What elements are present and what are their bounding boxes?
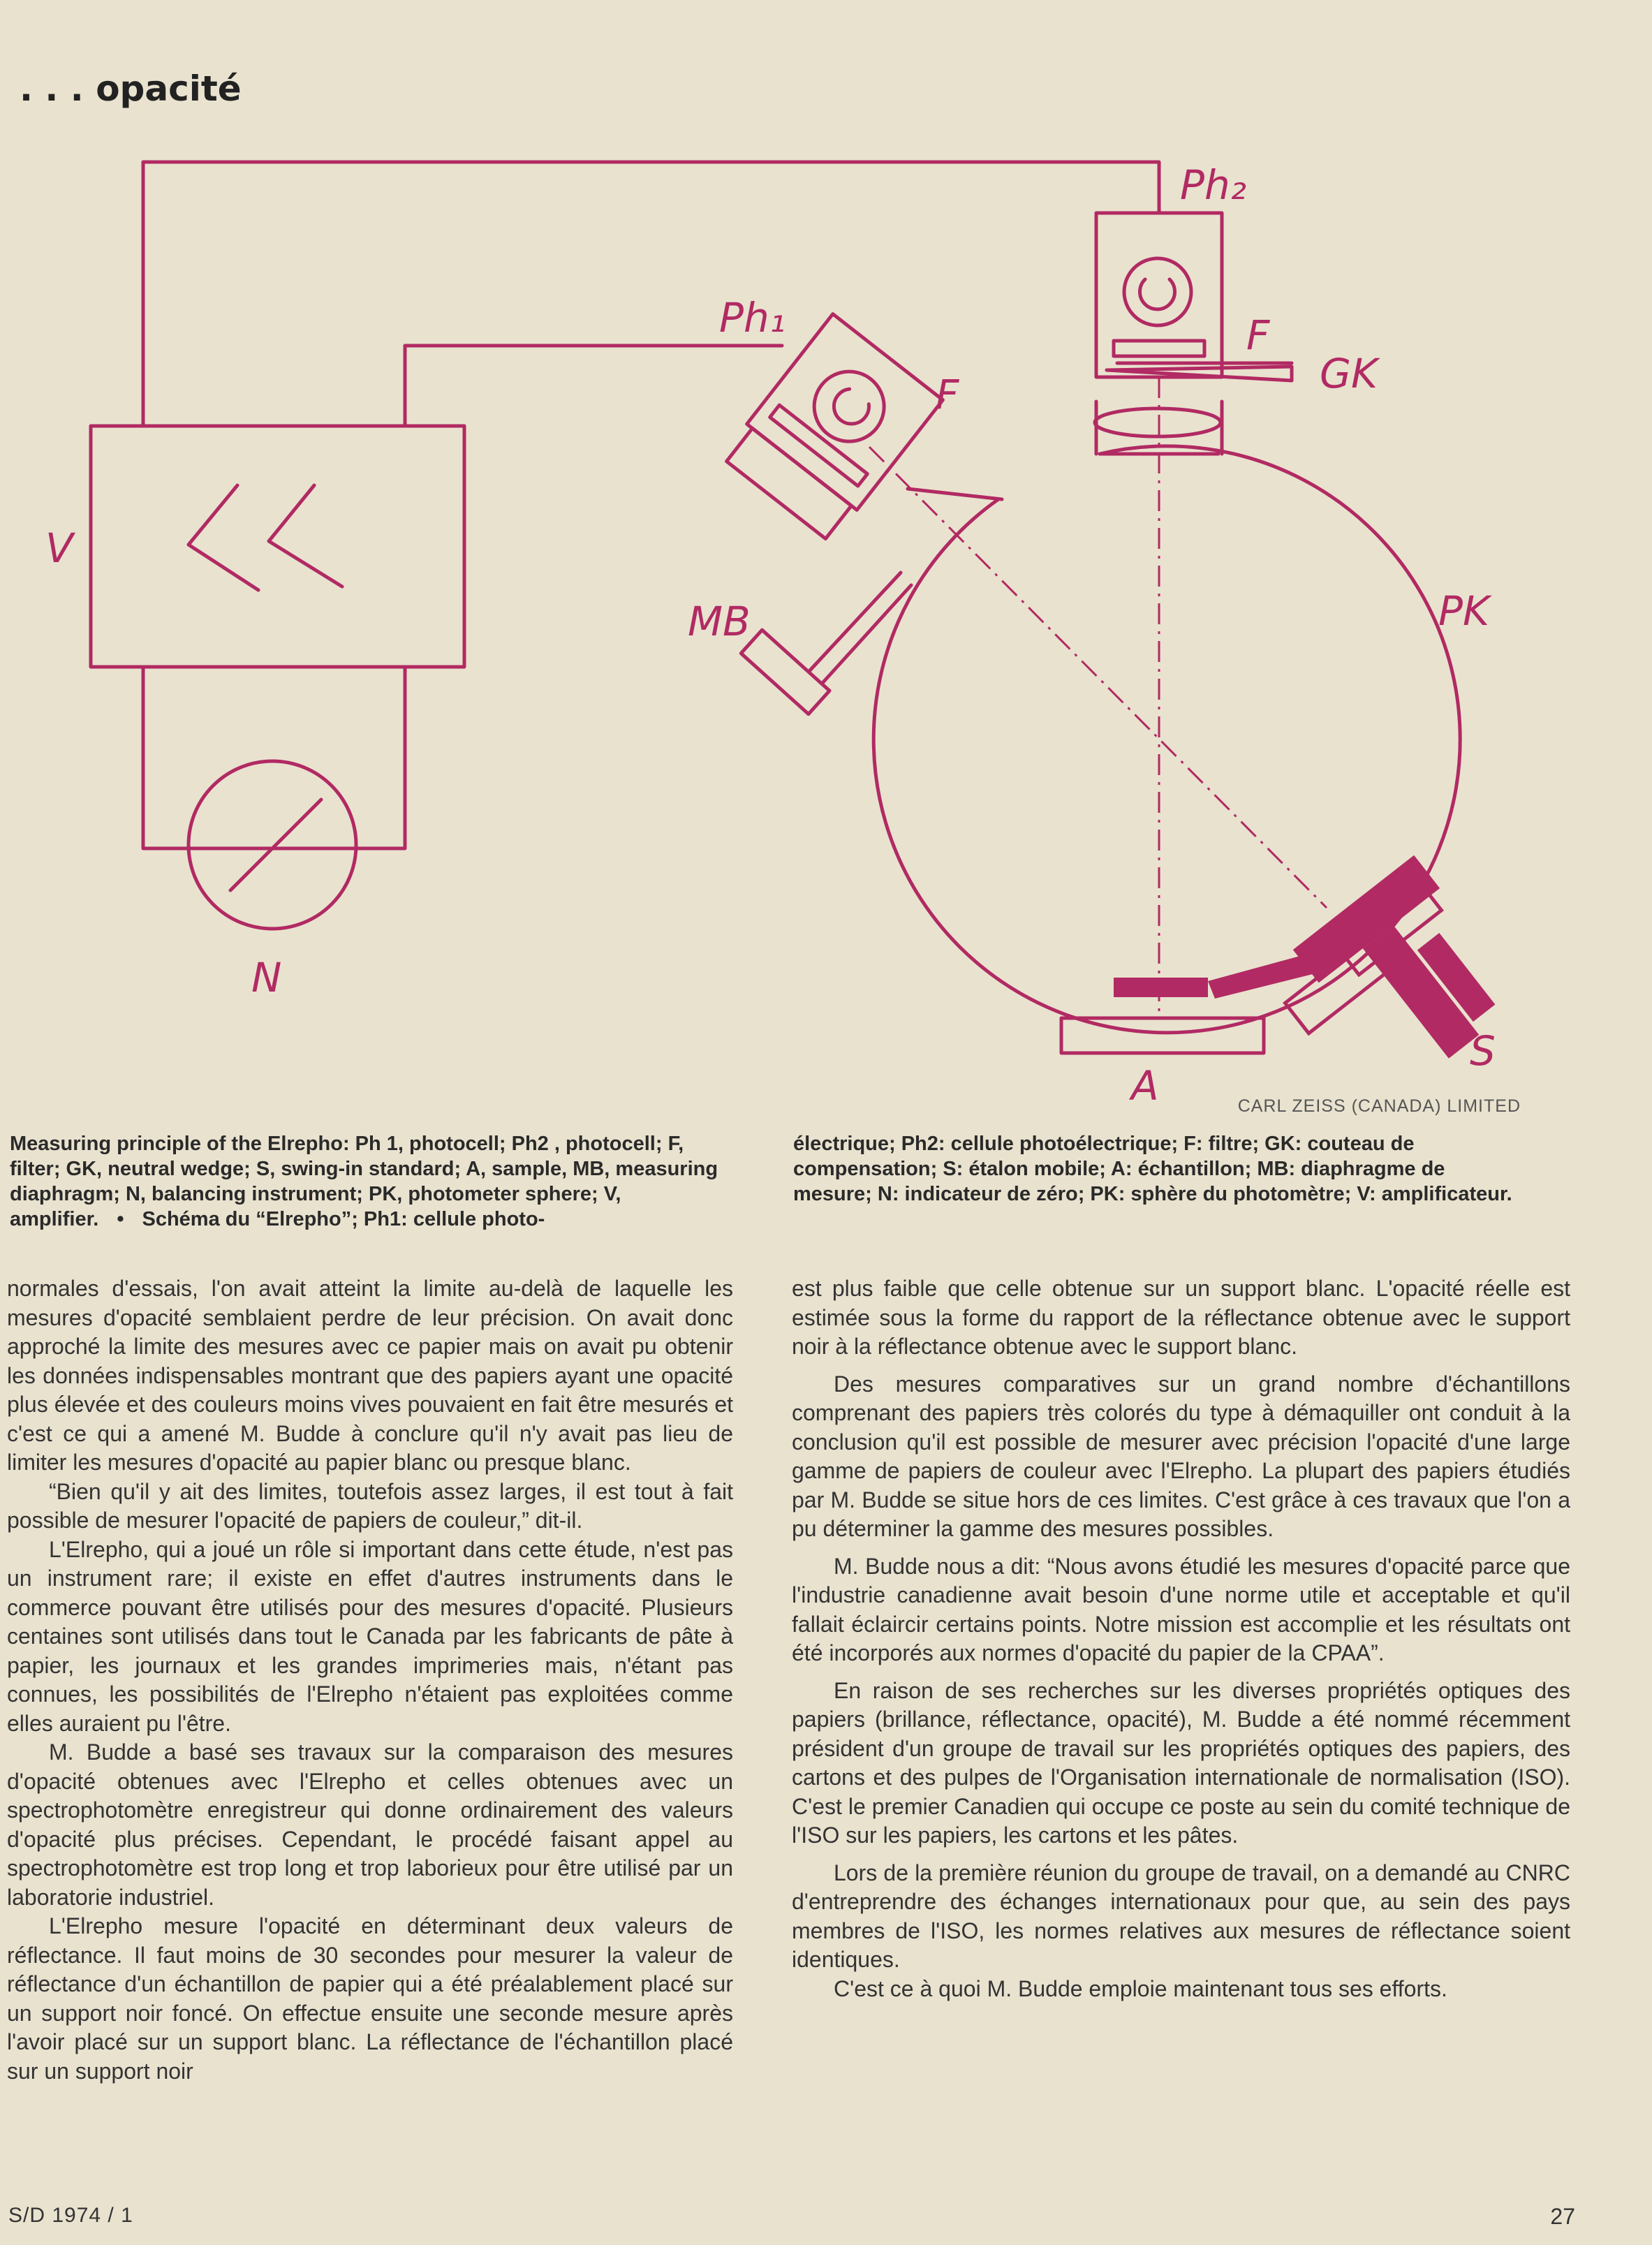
- paragraph: Lors de la première réunion du groupe de travail, on a demandé au CNRC d'entreprendre des échanges internationaux pour que, au sein des pays membres de l'ISO, les normes relatives aux mesures de réflectance soient identiques.: [792, 1860, 1570, 1972]
- label-v: V: [45, 524, 73, 572]
- sample-holder: [1114, 978, 1208, 997]
- label-pk: PK: [1438, 587, 1490, 635]
- balancing-instrument: [189, 761, 356, 929]
- photocell-ph1-housing: [747, 314, 943, 510]
- label-ph1: Ph₁: [719, 294, 786, 341]
- paragraph: C'est ce à quoi M. Budde emploie maintenant tous ses efforts.: [834, 1975, 1447, 2001]
- caption-french-start: Schéma du “Elrepho”; Ph1: cellule photo-: [142, 1208, 545, 1230]
- caption-right: électrique; Ph2: cellule photoélectrique; F: filtre; GK: couteau de compensation; S: étalon mobile; A: échantillon; MB: diaphragme de mesure; N: indicateur de zéro; PK: sphère du photomètre; V: amplificateur.: [793, 1133, 1512, 1205]
- paragraph: “Bien qu'il y ait des limites, toutefois assez larges, il est tout à fait possible de mesurer l'opacité de papiers de couleur,” dit-il.: [7, 1478, 733, 1533]
- caption-bullet: •: [117, 1208, 124, 1230]
- publication-issue: S/D 1974 / 1: [8, 2204, 133, 2227]
- paragraph: Des mesures comparatives sur un grand nombre d'échantillons comprenant des papiers très colorés du type à démaquiller ont conduit à la conclusion qu'il est possible de mesurer avec précision l'opacité d'une large gamme de papiers de couleur avec l'Elrepho. La plupart des papiers étudiés par M. Budde se situe hors de ces limites. C'est grâce à ces travaux que l'on a pu déterminer la gamme des mesures possibles.: [792, 1371, 1570, 1541]
- paragraph: M. Budde a basé ses travaux sur la comparaison des mesures d'opacité obtenues avec l'Elrepho et celles obtenues avec un spectrophotomètre enregistreur qui donne ordinairement des valeurs d'opacité plus précises. Cependant, le procédé faisant appel au spectrophotomètre est trop long et trop laborieux pour être utilisé par un laboratorie industriel.: [7, 1739, 733, 1910]
- elrepho-diagram: [0, 119, 1652, 1110]
- photo-credit: CARL ZEISS (CANADA) LIMITED: [1237, 1096, 1521, 1116]
- paragraph: L'Elrepho, qui a joué un rôle si important dans cette étude, n'est pas un instrument rare; il existe en effet d'autres instruments dans le commerce pouvant être utilisés pour des mesures d'opacité. Plusieurs centaines sont utilisés dans tout le Canada par les fabricants de pâte à papier, les journaux et les grandes imprimeries mais, n'étant pas connues, les possibilités de l'Elrepho n'étaient pas exploitées comme elles auraient pu l'être.: [7, 1536, 733, 1736]
- paragraph: En raison de ses recherches sur les diverses propriétés optiques des papiers (brillance, réflectance, opacité), M. Budde a été nommé récemment président d'un groupe de travail sur les propriétés optiques des papiers, des cartons et des pulpes de l'Organisation internationale de normalisation (ISO). C'est le premier Canadien qui occupe ce poste au sein du comité technique de l'ISO sur les papiers, les cartons et les pâtes.: [792, 1677, 1570, 1848]
- ph2-lens: [1095, 408, 1220, 436]
- label-f-top: F: [1246, 311, 1270, 359]
- wire-top: [143, 162, 1159, 426]
- label-a: A: [1131, 1062, 1159, 1110]
- paragraph: est plus faible que celle obtenue sur un support blanc. L'opacité réelle est estimée sous la forme du rapport de la réflectance obtenue avec le support noir à la réflectance obtenue avec le support blanc.: [792, 1276, 1570, 1359]
- wire-low: [143, 667, 405, 848]
- label-ph2: Ph₂: [1180, 161, 1246, 209]
- wire-mid: [405, 346, 782, 426]
- article-column-right: [792, 1274, 1570, 2003]
- label-f-left: F: [936, 371, 959, 418]
- article-column-left: [7, 1274, 733, 2086]
- paragraph: M. Budde nous a dit: “Nous avons étudié les mesures d'opacité parce que l'industrie canadienne avait besoin d'une norme utile et acceptable et qu'il fallait éclaircir certains points. Notre mission est accomplie et les résultats ont été incorporés aux normes d'opacité du papier de la CPAA”.: [792, 1553, 1570, 1665]
- label-mb: MB: [688, 598, 751, 645]
- label-gk: GK: [1320, 350, 1378, 397]
- page-number: 27: [1550, 2204, 1575, 2229]
- paragraph: normales d'essais, l'on avait atteint la limite au-delà de laquelle les mesures d'opacité semblaient perdre de leur précision. On avait donc approché la limite des mesures avec ce papier mais on avait pu obtenir les données indispensables montrant que des papiers ayant une opacité plus élevée et des couleurs moins vives pouvaient en fait être mesurés et c'est ce qui a amené M. Budde à conclure qu'il n'y avait pas lieu de limiter les mesures d'opacité au papier blanc ou presque blanc.: [7, 1276, 733, 1475]
- paragraph: L'Elrepho mesure l'opacité en déterminant deux valeurs de réflectance. Il faut moins de 30 secondes pour mesurer la valeur de réflectance d'un échantillon de papier qui a été préalablement placé sur un support noir foncé. On effectue ensuite une seconde mesure après l'avoir placé sur un support blanc. La réflectance de l'échantillon placé sur un support noir: [7, 1913, 733, 2084]
- amplifier-chevrons: [189, 485, 342, 590]
- caption-english: Measuring principle of the Elrepho: Ph 1, photocell; Ph2 , photocell; F, filter; GK, neutral wedge; S, swing-in standard; A, sample, MB, measuring diaphragm; N, balancing instrument; PK, photometer sphere; V, amplifier.: [10, 1133, 718, 1230]
- caption-left: [10, 1131, 732, 1232]
- label-n: N: [251, 954, 282, 1001]
- label-s: S: [1470, 1027, 1496, 1075]
- page-header: . . . opacité: [20, 68, 242, 109]
